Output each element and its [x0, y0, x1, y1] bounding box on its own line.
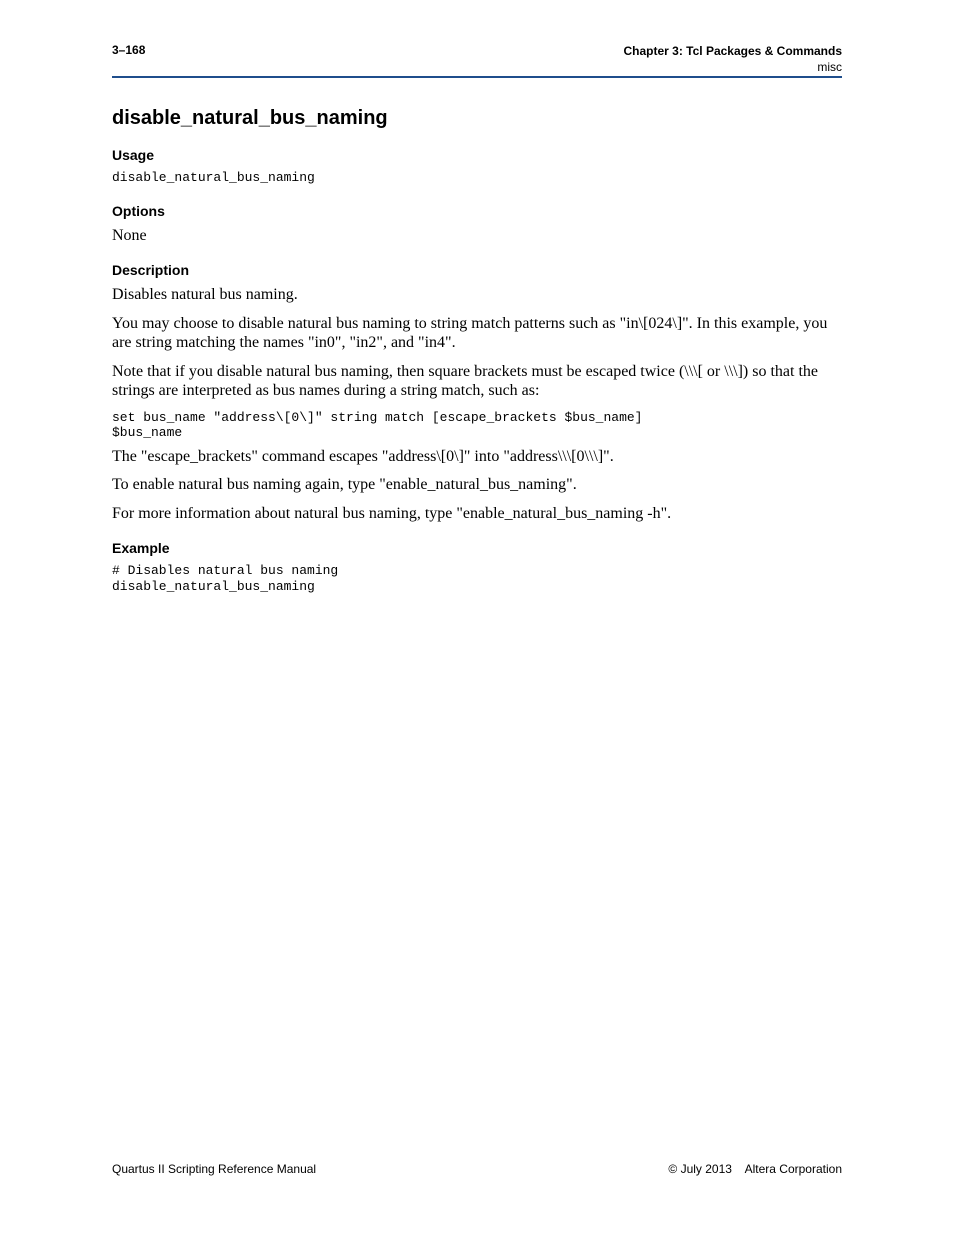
description-heading: Description [112, 262, 190, 278]
page-number: 3–168 [112, 43, 146, 57]
description-paragraph-5: To enable natural bus naming again, type "enable_natural_bus_naming". [112, 476, 577, 493]
description-paragraph-3: Note that if you disable natural bus naming, then square brackets must be escaped twice (\\\[ or \\\]) so that the strings are interpreted as bus names during a string match, such as: [112, 362, 819, 399]
description-section [112, 261, 842, 523]
description-paragraph-2: You may choose to disable natural bus naming to string match patterns such as "in\[024\]". In this example, you are string matching the names "in0", "in2", and "in4". [112, 314, 828, 351]
description-paragraph-4: The "escape_brackets" command escapes "address\[0\]" into "address\\\[0\\\]". [112, 447, 614, 465]
usage-heading: Usage [112, 147, 155, 163]
options-heading: Options [112, 202, 165, 219]
description-paragraph-1: Disables natural bus naming. [112, 286, 298, 303]
description-code: set bus_name "address\[0\]" string match [escape_brackets $bus_name] $bus_name [112, 409, 643, 440]
header-rule [112, 76, 842, 78]
footer-copyright: © July 2013 Altera Corporation [668, 1162, 842, 1176]
example-section [112, 539, 842, 594]
options-text: None [112, 226, 147, 244]
options-section [112, 202, 842, 246]
command-title: disable_natural_bus_naming [112, 107, 388, 129]
main-content [112, 104, 842, 610]
footer-manual-title: Quartus II Scripting Reference Manual [112, 1162, 317, 1176]
usage-code: disable_natural_bus_naming [112, 170, 315, 185]
example-heading: Example [112, 540, 170, 556]
chapter-title: Chapter 3: Tcl Packages & Commands [623, 44, 842, 58]
section-name: misc [817, 60, 842, 74]
usage-section [112, 146, 842, 186]
example-code: # Disables natural bus naming disable_natural_bus_naming [112, 563, 339, 594]
description-paragraph-6: For more information about natural bus naming, type "enable_natural_bus_naming -h". [112, 504, 672, 522]
running-header [623, 43, 842, 75]
